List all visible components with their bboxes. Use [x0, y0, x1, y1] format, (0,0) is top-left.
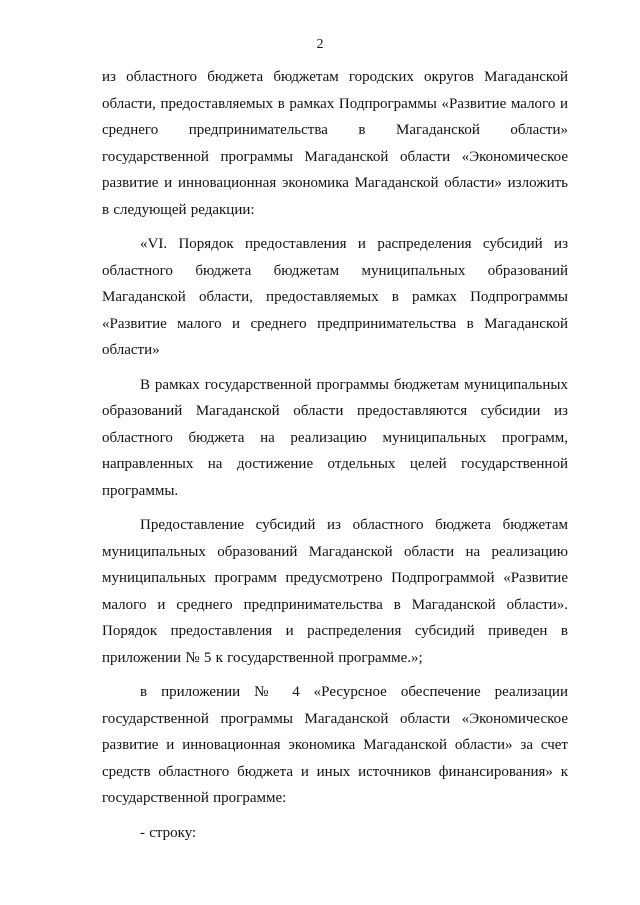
paragraph-appendix-4: в приложении № 4 «Ресурсное обеспечение реализации государственной программы Магаданской области «Экономическое развитие и инновационная экономика Магаданской области» за счет средств областного бюджета и иных источников финансирования» к государственной программе:: [102, 684, 568, 806]
paragraph-continuation: из областного бюджета бюджетам городских округов Магаданской области, предоставляемых в рамках Подпрограммы «Развитие малого и среднего предпринимательства в Магаданской области» государственной программы Магаданской области «Экономическое развитие и инновационная экономика Магаданской области» изложить в следующей редакции:: [102, 69, 568, 218]
document-body: [102, 64, 568, 846]
paragraph-subsidies-procedure: Предоставление субсидий из областного бюджета бюджетам муниципальных образований Магаданской области на реализацию муниципальных программ предусмотрено Подпрограммой «Развитие малого и среднего предпринимательства в Магаданской области». Порядок предоставления и распределения субсидий приведен в приложении № 5 к государственной программе.»;: [102, 517, 568, 666]
paragraph-subsidies-provision: В рамках государственной программы бюджетам муниципальных образований Магаданской области предоставляются субсидии из областного бюджета на реализацию муниципальных программ, направленных на достижение отдельных целей государственной программы.: [102, 376, 568, 499]
page-number: 2: [316, 37, 324, 52]
paragraph-section-heading: «VI. Порядок предоставления и распределения субсидий из областного бюджета бюджетам муниципальных образований Магаданской области, предоставляемых в рамках Подпрограммы «Развитие малого и среднего предпринимательства в Магаданской области»: [102, 236, 568, 358]
paragraph-row-label: - строку:: [140, 824, 197, 841]
